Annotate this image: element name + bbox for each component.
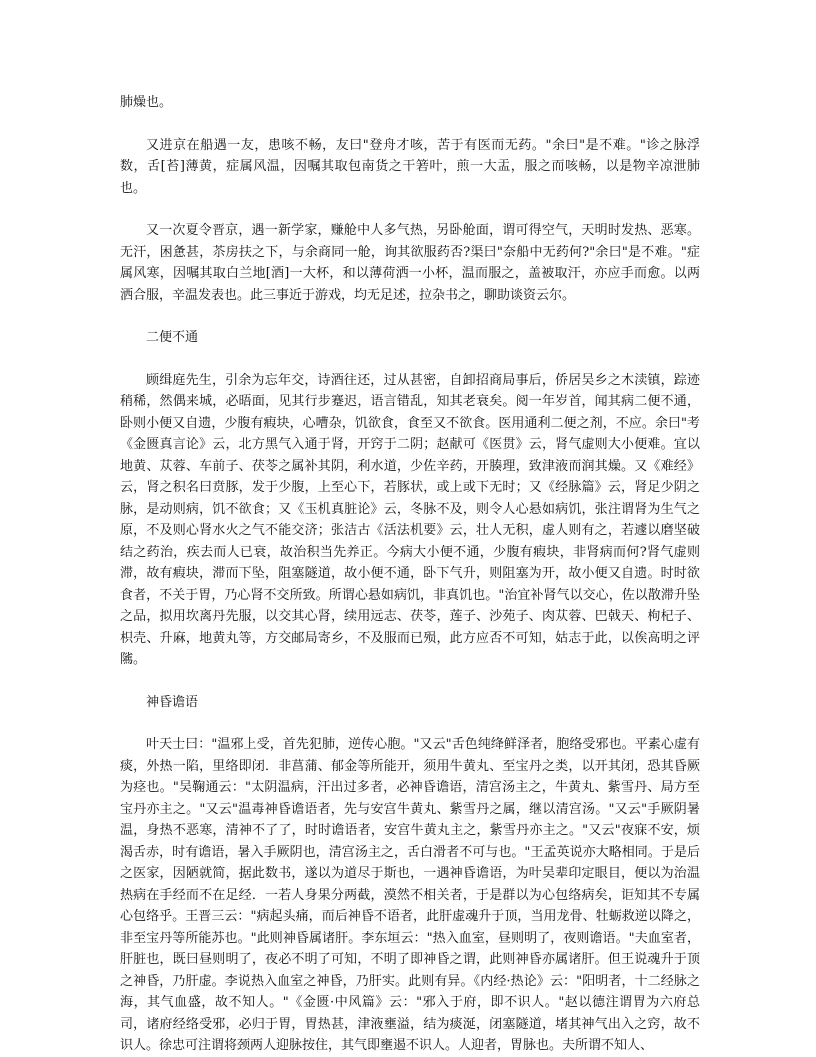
document-page bbox=[120, 92, 700, 1057]
paragraph-boat-cough: 又进京在船遇一友，患咳不畅，友曰"登舟才咳，苦于有医而无药。"余曰"是不难。"诊之脉浮数，舌[苔]薄黄，症属风温，因嘱其取包南货之干箬叶，煎一大盂，服之而咳畅，以是物辛凉泄肺也。 bbox=[120, 137, 700, 196]
paragraph-gap bbox=[120, 114, 700, 135]
paragraph-summer-cold: 又一次夏令晋京，遇一新学家，赚舱中人多气热，另卧舱面，谓可得空气，天明时发热、恶寒。无汗，困惫甚，苶房扶之下，与余商同一舱，询其欲服药否?渠曰"奈船中无药何?"余曰"是不难。"症属风寒，因嘱其取白兰地[酒]一大杯，和以薄荷洒一小杯，温而服之，盖被取汗，亦应手而愈。以两洒合服，辛温发表也。此三事近于游戏，均无足述，拉杂书之，聊助谈资云尔。 bbox=[120, 223, 700, 303]
paragraph-gap bbox=[120, 671, 700, 692]
section-heading-constipation: 二便不通 bbox=[146, 330, 199, 345]
paragraph-delirium-discussion: 叶天士曰："温邪上受，首先犯肺，逆传心胞。"又云"舌色纯绛鲜泽者，胞络受邪也。平素心虚有痰，外热一陷，里络即闭．非菖蒲、郁金等所能开，须用牛黄丸、至宝丹之类，以开其闭，恐其昏厥为痉也。"吴鞠通云："太阴温病，汗出过多者，必神昏谵语，清宫汤主之，牛黄丸、紫雪丹、局方至宝丹亦主之。"又云"温毒神昏谵语者，先与安宫牛黄丸、紫雪丹之属，继以清宫汤。"又云"手厥阴暑温，身热不恶寒，清神不了了，时时谵语者，安宫牛黄丸主之，紫雪丹亦主之。"又云"夜寐不安，烦渴舌赤，时有谵语，暑入手厥阴也，清宫汤主之，舌白滑者不可与也。"王孟英说亦大略相同。于是后之医家，因陋就简，据此数书，遂以为道尽于斯也，一遇神昏谵语，为叶吴辈印定眼目，便以为治温热病在手经而不在足经．一若人身果分两截，漠然不相关者，于是群以为心包络病矣，讵知其不专属心包络乎。王晋三云："病起头痛，而后神昏不语者，此肝虚魂升于顶，当用龙骨、牡蛎救逆以降之，非至宝丹等所能苏也。"此则神昏属诸肝。李东垣云："热入血室，昼则明了，夜则谵语。"夫血室者，肝脏也，既曰昼则明了，夜必不明了可知，不明了即神昏之谓，此则神昏亦属诸肝。但王说魂升于顶之神昏，乃肝虚。李说热入血室之神昏，乃肝实。此则有异。《内经·热论》云："阳明者，十二经脉之海，其气血盛，故不知人。"《金匮·中风篇》云："邪入于府，即不识人。"赵以德注谓胃为六府总司，诸府经络受邪，必归于胃，胃热甚，津液壅溢，结为痰涎，闭塞隧道，堵其神气出入之窍，故不识人。徐忠可注谓将颈两人迎脉按住，其气即壅遏不识人。人迎者，胃脉也。夫所谓不知人、 bbox=[120, 737, 700, 1053]
section-heading-delirium: 神昏谵语 bbox=[146, 694, 199, 710]
paragraph-gap bbox=[120, 713, 700, 734]
paragraph-fragment: 肺燥也。 bbox=[120, 95, 173, 110]
paragraph-gap bbox=[120, 199, 700, 220]
paragraph-gap bbox=[120, 349, 700, 370]
paragraph-gap bbox=[120, 306, 700, 327]
paragraph-gu-case: 顾缉庭先生，引余为忘年交，诗酒往还，过从甚密，自卸招商局事后，侨居吴乡之木渎镇，踪迹稍稀，然偶来城，必晤面，见其行步蹇迟，语言错乱，知其老衰矣。阅一年岁首，闻其病二便不通，卧则小便又自遗，少腹有瘕块，心嘈杂，饥欲食，食至又不欲食。医用通利二便之剂，不应。余曰"考《金匮真言论》云，北方黑气入通于肾，开窍于二阴；赵献可《医贯》云，肾气虚则大小便难。宜以地黄、苁蓉、车前子、茯苓之属补其阴，利水道，少佐辛药，开腠理，致津液而润其燥。又《难经》云，肾之积名曰贲豚，发于少腹，上至心下，若豚状，或上或下无时；又《经脉篇》云，肾足少阴之脉，是动则病，饥不欲食；又《玉机真脏论》云，冬脉不及，则令人心悬如病饥，张注谓肾为生气之原，不及则心肾水火之气不能交济；张洁古《活法机要》云，壮人无积，虚人则有之，若遽以磨坚破结之药治，疾去而人已衰，故治积当先养正。今病大小便不通，少腹有瘕块，非肾病而何?肾气虚则滞，故有瘕块，滞而下坠，阻塞隧道，故小便不通，卧下气升，则阻塞为开，故小便又自遗。时时欲食者，不关于胃，乃心肾不交所致。所谓心悬如病饥，非真饥也。"治宜补肾气以交心，佐以散滞升坠之品，拟用坎离丹先服，以交其心肾，续用远志、茯苓，莲子、沙苑子、肉苁蓉、巴戟天、枸杞子、枳壳、升麻，地黄丸等，方交邮局寄乡，不及服而已殒，此方应否不可知，姑志于此，以俟高明之评隲。 bbox=[120, 372, 700, 667]
